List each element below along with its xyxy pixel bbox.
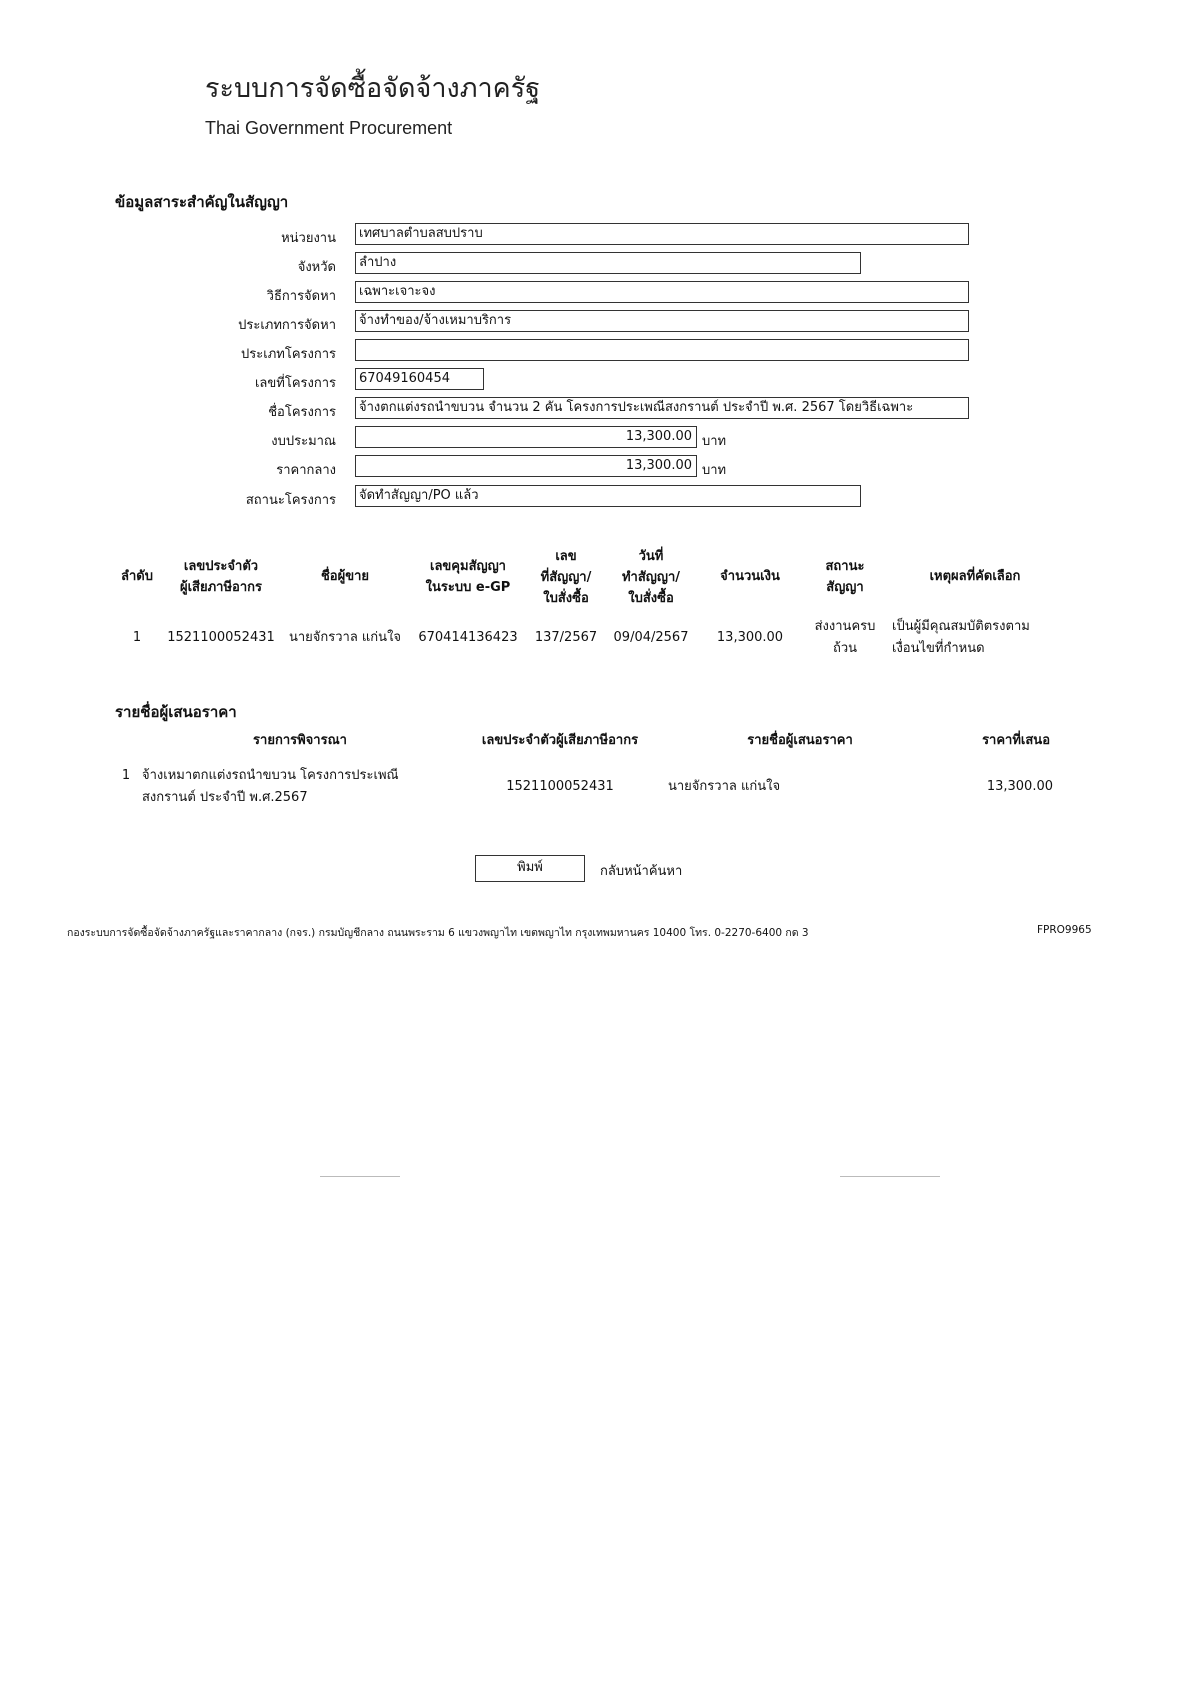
col-header-taxid-1: เลขประจำตัว: [183, 559, 259, 574]
footer-page-code: FPRO9965: [1037, 924, 1092, 936]
cell-reason-1: เป็นผู้มีคุณสมบัติตรงตาม: [892, 619, 1030, 634]
field-label-method: วิธีการจัดหา: [266, 289, 336, 304]
col-header-no: ลำดับ: [121, 569, 153, 584]
col-header-contract-no-1: เลข: [555, 549, 577, 564]
scan-speck: [320, 1176, 400, 1177]
bidder-cell-price: 13,300.00: [986, 779, 1053, 794]
print-button[interactable]: พิมพ์: [475, 855, 585, 882]
col-header-contract-no-2: ที่สัญญา/: [540, 570, 592, 585]
cell-control: 670414136423: [418, 630, 518, 645]
field-label-procurement-type: ประเภทการจัดหา: [238, 318, 336, 333]
field-project-number: 67049160454: [355, 368, 484, 390]
field-project-name: จ้างตกแต่งรถนำขบวน จำนวน 2 คัน โครงการประเพณีสงกรานต์ ประจำปี พ.ศ. 2567 โดยวิธีเฉพาะ: [355, 397, 969, 419]
col-header-date-1: วันที่: [638, 549, 664, 564]
cell-status-1: ส่งงานครบ: [814, 619, 876, 634]
cell-reason-2: เงื่อนไขที่กำหนด: [892, 641, 985, 656]
field-procurement-type: จ้างทำของ/จ้างเหมาบริการ: [355, 310, 969, 332]
field-province: ลำปาง: [355, 252, 861, 274]
field-label-budget: งบประมาณ: [271, 434, 336, 449]
col-header-amount: จำนวนเงิน: [720, 569, 780, 584]
cell-status-2: ถ้วน: [832, 641, 858, 656]
field-label-province: จังหวัด: [297, 260, 336, 275]
col-header-contract-no-3: ใบสั่งซื้อ: [543, 591, 589, 606]
bidders-header-taxid: เลขประจำตัวผู้เสียภาษีอากร: [481, 733, 639, 748]
cell-no: 1: [132, 630, 142, 645]
scan-speck: [840, 1176, 940, 1177]
col-header-control-2: ในระบบ e-GP: [425, 580, 511, 595]
field-label-project-status: สถานะโครงการ: [245, 493, 336, 508]
bidders-header-name: รายชื่อผู้เสนอราคา: [747, 733, 853, 748]
field-method: เฉพาะเจาะจง: [355, 281, 969, 303]
field-label-agency: หน่วยงาน: [281, 231, 336, 246]
bidder-cell-item-2: สงกรานต์ ประจำปี พ.ศ.2567: [142, 790, 308, 805]
col-header-status-1: สถานะ: [825, 559, 865, 574]
col-header-control-1: เลขคุมสัญญา: [430, 559, 506, 574]
cell-amount: 13,300.00: [716, 630, 784, 645]
col-header-date-3: ใบสั่งซื้อ: [628, 591, 674, 606]
col-header-date-2: ทำสัญญา/: [621, 570, 680, 585]
col-header-reason: เหตุผลที่คัดเลือก: [929, 569, 1021, 584]
site-title-thai: ระบบการจัดซื้อจัดจ้างภาครัฐ: [205, 73, 541, 104]
cell-taxid: 1521100052431: [167, 630, 275, 645]
back-to-search-link[interactable]: กลับหน้าค้นหา: [600, 864, 683, 879]
field-label-median-price: ราคากลาง: [276, 463, 336, 478]
field-label-project-number: เลขที่โครงการ: [254, 376, 336, 391]
contract-info-title: ข้อมูลสาระสำคัญในสัญญา: [115, 193, 289, 211]
bidder-cell-name: นายจักรวาล แก่นใจ: [668, 779, 781, 794]
cell-seller: นายจักรวาล แก่นใจ: [288, 630, 402, 645]
field-agency: เทศบาลตำบลสบปราบ: [355, 223, 969, 245]
bidders-title: รายชื่อผู้เสนอราคา: [115, 703, 237, 721]
field-label-project-name: ชื่อโครงการ: [268, 405, 336, 420]
cell-contract-no: 137/2567: [534, 630, 598, 645]
col-header-seller: ชื่อผู้ขาย: [320, 569, 370, 584]
field-median-price: 13,300.00: [355, 455, 697, 477]
bidder-cell-item-1: จ้างเหมาตกแต่งรถนำขบวน โครงการประเพณี: [142, 768, 399, 783]
field-project-status: จัดทำสัญญา/PO แล้ว: [355, 485, 861, 507]
median-price-unit: บาท: [702, 463, 727, 478]
col-header-status-2: สัญญา: [826, 580, 864, 595]
bidder-cell-no: 1: [121, 768, 131, 783]
bidder-cell-taxid: 1521100052431: [506, 779, 614, 794]
field-budget: 13,300.00: [355, 426, 697, 448]
col-header-taxid-2: ผู้เสียภาษีอากร: [179, 580, 262, 595]
cell-date: 09/04/2567: [613, 630, 689, 645]
field-label-project-type: ประเภทโครงการ: [241, 347, 336, 362]
field-project-type: [355, 339, 969, 361]
footer-address: กองระบบการจัดซื้อจัดจ้างภาครัฐและราคากลาง (กจร.) กรมบัญชีกลาง ถนนพระราม 6 แขวงพญาไท เขตพญาไท กรุงเทพมหานคร 10400 โทร. 0-2270-6400 กด 3: [67, 927, 809, 939]
bidders-header-item: รายการพิจารณา: [253, 733, 347, 748]
bidders-header-price: ราคาที่เสนอ: [982, 733, 1050, 748]
site-title-english: Thai Government Procurement: [205, 118, 453, 138]
budget-unit: บาท: [702, 434, 727, 449]
